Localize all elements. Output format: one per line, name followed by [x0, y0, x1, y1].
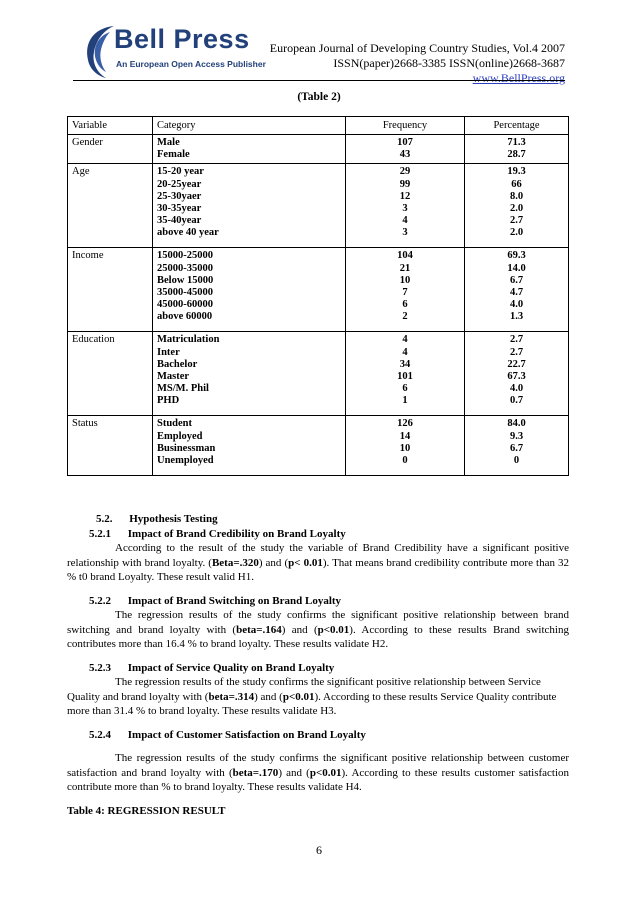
p-value: p< 0.01: [288, 556, 323, 569]
subsection-heading-5-2-2: [67, 594, 569, 609]
percentage-value: 14.0: [507, 262, 526, 274]
variable-cell: Status: [68, 416, 153, 476]
percentage-value: 6.7: [509, 274, 524, 286]
frequency-value: 107: [397, 137, 413, 148]
category-value: 15000-25000: [157, 250, 213, 262]
frequency-cell: [346, 164, 465, 248]
category-value: Employed: [157, 430, 203, 442]
subsection-number: 5.2.1: [89, 527, 111, 540]
frequency-cell: [346, 332, 465, 416]
table-row: [68, 416, 569, 476]
category-value: Bachelor: [157, 358, 198, 370]
percentage-value: 66: [511, 178, 522, 190]
category-cell: [153, 135, 346, 164]
percentage-value: 9.3: [509, 430, 524, 442]
percentage-cell: [465, 416, 569, 476]
subsection-heading-5-2-3: [67, 661, 569, 676]
journal-issn: ISSN(paper)2668-3385 ISSN(online)2668-3687: [333, 56, 565, 70]
frequency-value: 4: [402, 215, 408, 227]
variable-cell: Age: [68, 164, 153, 248]
table-row: [68, 248, 569, 332]
section-title: Hypothesis Testing: [129, 513, 218, 525]
frequency-value: 101: [397, 371, 413, 383]
category-value: Inter: [157, 346, 180, 358]
percentage-value: 19.3: [507, 166, 526, 178]
section-heading-5-2: [67, 512, 569, 527]
category-value: Businessman: [157, 442, 216, 454]
text: ). According to these results customer satisfaction contribute more than % to brand loyalty. These results validate H4.: [67, 766, 570, 793]
demographics-table: [67, 116, 569, 476]
table-caption: (Table 2): [297, 91, 341, 103]
text: The regression results of the study confirms the significant positive relationship between Service Quality and brand loyalty with (: [67, 676, 541, 703]
beta-value: Beta=.320: [211, 556, 259, 569]
frequency-cell: [346, 135, 465, 164]
text: ). According to these results Service Quality contribute more than 31.4 % to brand loyalty. These results validate H3.: [67, 690, 557, 717]
percentage-value: 84.0: [507, 418, 526, 430]
column-header-percentage: Percentage: [465, 117, 569, 135]
percentage-value: 28.7: [507, 149, 526, 161]
website-link[interactable]: www.BellPress.org: [472, 71, 565, 85]
text: The regression results of the study confirms the significant positive relationship between customer satisfaction and brand loyalty with (: [67, 752, 569, 779]
frequency-cell: [346, 248, 465, 332]
frequency-cell: [346, 416, 465, 476]
category-value: Male: [157, 137, 180, 148]
frequency-value: 99: [399, 178, 411, 190]
category-value: 25-30yaer: [157, 190, 202, 202]
results-section: [67, 512, 569, 818]
frequency-value: 43: [399, 149, 411, 161]
percentage-value: 22.7: [507, 358, 526, 370]
percentage-value: 1.3: [509, 311, 524, 323]
subsection-heading-5-2-1: [67, 527, 569, 542]
column-header-frequency: Frequency: [346, 117, 465, 135]
logo-subtitle: An European Open Access Publisher: [116, 59, 266, 69]
percentage-value: 67.3: [507, 371, 526, 383]
text: ) and (: [278, 766, 310, 779]
category-value: above 40 year: [157, 227, 219, 239]
text: According to the result of the study the variable of Brand Credibility have a significant positive relationship with brand loyalty. (: [67, 542, 569, 569]
variable-cell: Gender: [68, 135, 153, 164]
subsection-heading-5-2-4: [67, 728, 569, 743]
text: ) and (: [281, 623, 318, 636]
p-value: p<0.01: [282, 690, 315, 703]
category-cell: [153, 164, 346, 248]
percentage-value: 2.7: [509, 334, 524, 346]
category-value: Below 15000: [157, 274, 214, 286]
table-row: [68, 135, 569, 164]
logo-title: Bell Press: [114, 24, 250, 54]
category-value: 15-20 year: [157, 166, 204, 178]
table-row: [68, 164, 569, 248]
subsection-title: Impact of Brand Credibility on Brand Loyalty: [127, 527, 346, 540]
variable-cell: Education: [68, 332, 153, 416]
percentage-value: 4.0: [509, 383, 524, 395]
text: ). According to these results Brand switching contributes more than 16.4 % to brand loyalty. These results validate H2.: [67, 623, 569, 650]
column-header-category: Category: [153, 117, 346, 135]
beta-value: beta=.314: [208, 690, 255, 703]
variable-cell: Income: [68, 248, 153, 332]
category-value: Unemployed: [157, 455, 214, 467]
category-cell: [153, 332, 346, 416]
publisher-logo: [80, 20, 266, 80]
frequency-value: 14: [399, 430, 411, 442]
subsection-title: Impact of Brand Switching on Brand Loyalty: [127, 594, 342, 607]
percentage-value: 2.7: [509, 346, 524, 358]
frequency-value: 6: [402, 299, 408, 311]
subsection-title: Impact of Customer Satisfaction on Brand Loyalty: [127, 728, 366, 741]
beta-value: beta=.164: [236, 623, 282, 636]
text: ). That means brand credibility contribute more than 32 % t0 brand Loyalty. These result valid H1.: [67, 556, 569, 583]
frequency-value: 3: [402, 203, 408, 215]
subsection-number: 5.2.2: [89, 594, 111, 607]
percentage-cell: [465, 332, 569, 416]
percentage-cell: [465, 248, 569, 332]
table-header-row: [68, 117, 569, 135]
percentage-value: 2.0: [509, 203, 524, 215]
percentage-value: 4.7: [509, 287, 524, 299]
percentage-value: 8.0: [509, 190, 524, 202]
paragraph-customer-satisfaction: [67, 751, 569, 795]
beta-value: beta=.170: [232, 766, 279, 779]
category-value: Female: [157, 149, 190, 161]
frequency-value: 29: [399, 166, 411, 178]
frequency-value: 4: [402, 346, 408, 358]
text: ) and (: [258, 556, 289, 569]
p-value: p<0.01: [317, 623, 350, 636]
frequency-value: 7: [402, 287, 408, 299]
subsection-number: 5.2.3: [89, 661, 111, 674]
table-4-caption: Table 4: REGRESSION RESULT: [67, 804, 226, 817]
frequency-value: 21: [399, 262, 411, 274]
percentage-value: 6.7: [509, 442, 524, 454]
p-value: p<0.01: [309, 766, 342, 779]
frequency-value: 34: [399, 358, 411, 370]
header-divider: [73, 80, 565, 81]
text: The regression results of the study confirms the significant positive relationship between brand switching and brand loyalty with (: [67, 609, 569, 636]
page-number: 6: [316, 843, 322, 857]
frequency-value: 6: [402, 383, 408, 395]
category-value: 45000-60000: [157, 299, 213, 311]
frequency-value: 4: [402, 334, 408, 346]
category-value: MS/M. Phil: [157, 383, 209, 395]
paragraph-brand-switching: [67, 608, 569, 652]
category-value: above 60000: [157, 311, 213, 323]
frequency-value: 1: [402, 395, 408, 407]
category-value: 20-25year: [157, 178, 202, 190]
journal-name: European Journal of Developing Country Studies, Vol.4 2007: [269, 41, 565, 55]
percentage-value: 2.7: [509, 215, 524, 227]
percentage-cell: [465, 164, 569, 248]
frequency-value: 10: [399, 442, 411, 454]
category-value: 35000-45000: [157, 287, 213, 299]
frequency-value: 0: [402, 455, 408, 467]
percentage-value: 71.3: [507, 137, 526, 148]
text: ) and (: [254, 690, 283, 703]
section-number: 5.2.: [96, 513, 113, 525]
percentage-value: 2.0: [509, 227, 524, 239]
frequency-value: 10: [399, 274, 411, 286]
frequency-value: 126: [397, 418, 413, 430]
subsection-title: Impact of Service Quality on Brand Loyalty: [127, 661, 335, 674]
percentage-value: 0: [513, 455, 520, 467]
category-value: Master: [157, 371, 190, 383]
category-cell: [153, 416, 346, 476]
frequency-value: 2: [402, 311, 408, 323]
category-value: Student: [157, 418, 193, 430]
category-value: 25000-35000: [157, 262, 213, 274]
percentage-value: 69.3: [507, 250, 526, 262]
frequency-value: 12: [399, 190, 411, 202]
category-value: 35-40year: [157, 215, 202, 227]
paragraph-service-quality: [67, 675, 569, 719]
percentage-cell: [465, 135, 569, 164]
category-value: PHD: [157, 395, 180, 407]
category-value: Matriculation: [157, 334, 220, 346]
frequency-value: 3: [402, 227, 408, 239]
category-value: 30-35year: [157, 203, 202, 215]
subsection-number: 5.2.4: [89, 728, 111, 741]
percentage-value: 0.7: [509, 395, 524, 407]
column-header-variable: Variable: [68, 117, 153, 135]
category-cell: [153, 248, 346, 332]
table-row: [68, 332, 569, 416]
paragraph-brand-credibility: [67, 541, 569, 585]
percentage-value: 4.0: [509, 299, 524, 311]
frequency-value: 104: [397, 250, 413, 262]
